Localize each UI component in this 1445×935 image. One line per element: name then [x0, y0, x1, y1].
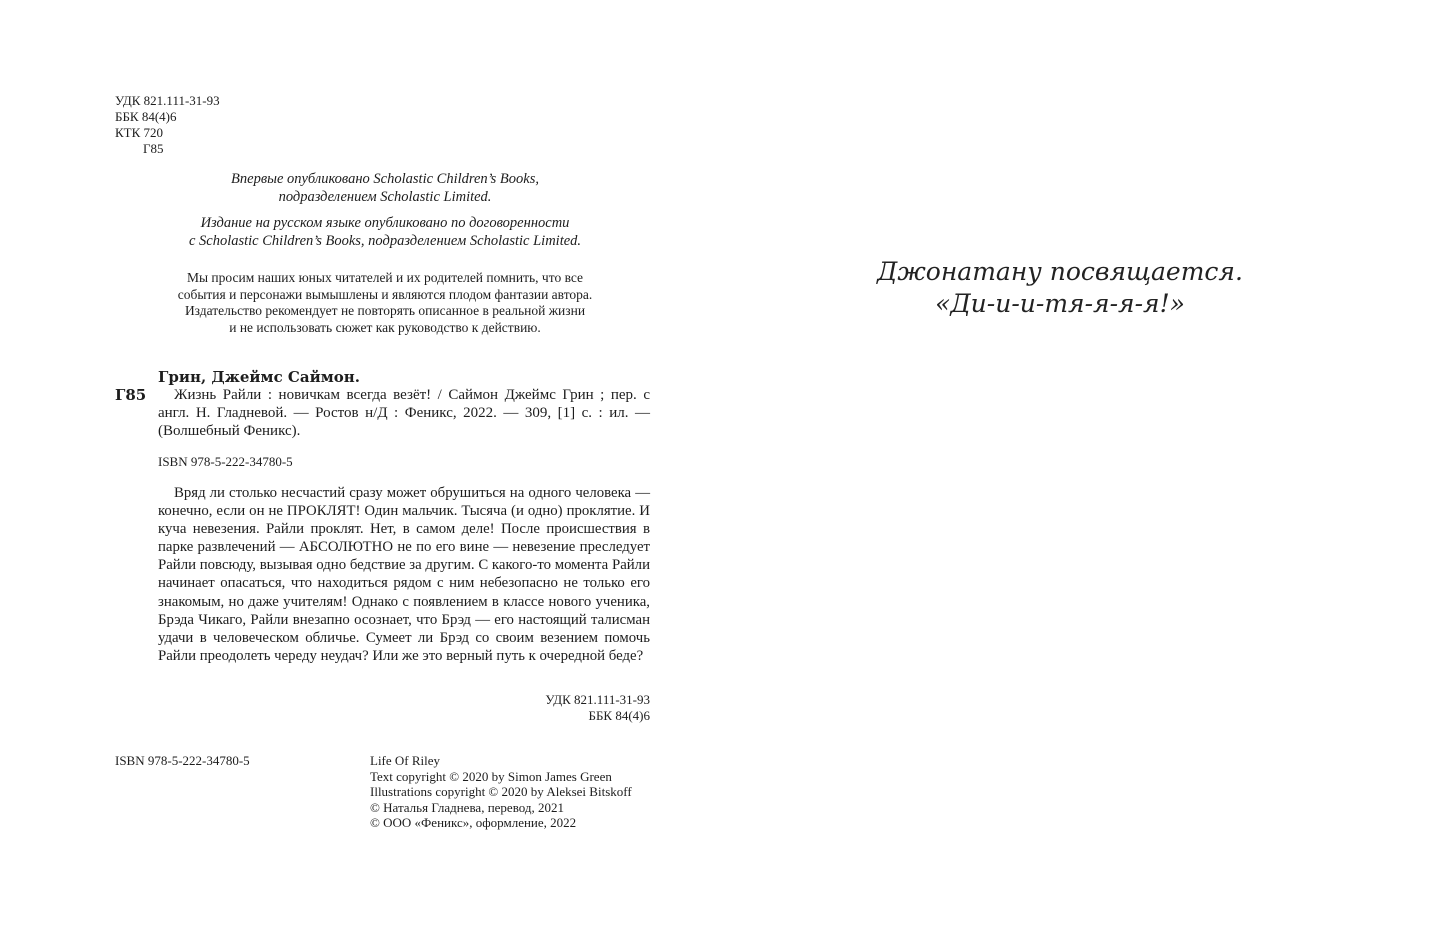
book-annotation — [158, 484, 650, 665]
translation-copyright: © Наталья Гладнева, перевод, 2021 — [370, 799, 564, 815]
russian-edition-line: Издание на русском языке опубликовано по договоренности — [200, 215, 570, 231]
reader-notice — [130, 270, 640, 336]
annotation-text: Вряд ли столько несчастий сразу может обрушиться на одного человека — конечно, если он не ПРОКЛЯТ! Один мальчик. Тысяча (и одно) проклятие. И куча невезения. Райли проклят. Нет, в самом деле! После происшествия в парке развлечений — АБСОЛЮТНО не по его вине — невезение преследует Райли повсюду, вызывая одно бедствие за другим. С какого-то момента Райли начинает опасаться, что находиться рядом с ним небезопасно не только его знакомым, но даже учителям! Однако с появлением в классе нового ученика, Брэда Чикаго, Райли внезапно осознает, что Брэд — его настоящий талисман удачи в человеческом обличье. Сумеет ли Брэд со своим везением помочь Райли преодолеть череду неудач? Или же это верный путь к очередной беде? — [158, 485, 650, 664]
ktk-code: КТК 720 — [115, 125, 164, 140]
dedication — [860, 256, 1260, 320]
catalog-author: Грин, Джеймс Саймон. — [158, 368, 360, 386]
design-copyright: © ООО «Феникс», оформление, 2022 — [370, 815, 577, 831]
original-title: Life Of Riley — [370, 753, 441, 768]
catalog-mark: Г85 — [115, 386, 147, 404]
udc-code-right: УДК 821.111-31-93 — [545, 692, 650, 707]
catalog-isbn: ISBN 978-5-222-34780-5 — [158, 454, 293, 469]
text-copyright: Text copyright © 2020 by Simon James Green — [370, 768, 612, 784]
catalog-entry: Жизнь Райли : новичкам всегда везёт! / Саймон Джеймс Грин ; пер. с англ. Н. Гладневой. — Ростов н/Д : Феникс, 2022. — 309, [1] с. : ил. — (Волшебный Феникс). — [158, 387, 650, 439]
bbk-code-right: ББК 84(4)6 — [588, 708, 650, 723]
first-publication-line: подразделением Scholastic Limited. — [278, 189, 492, 205]
notice-line: Мы просим наших юных читателей и их родителей помнить, что все — [186, 270, 584, 285]
first-publication-note — [150, 170, 620, 206]
copyright-block — [370, 753, 632, 831]
russian-edition-line: с Scholastic Children’s Books, подразделением Scholastic Limited. — [188, 233, 582, 249]
bbk-code: ББК 84(4)6 — [115, 109, 177, 124]
notice-line: Издательство рекомендует не повторять описанное в реальной жизни — [184, 303, 586, 318]
illustrations-copyright: Illustrations copyright © 2020 by Aleksei Bitskoff — [370, 784, 632, 800]
dedication-line: Джонатану посвящается. — [877, 257, 1243, 286]
notice-line: и не использовать сюжет как руководство к действию. — [229, 319, 541, 335]
notice-line: события и персонажи вымышлены и являются плодом фантазии автора. — [177, 286, 593, 302]
dedication-line: «Ди-и-и-тя-я-я-я!» — [935, 289, 1185, 318]
udc-bbk-right — [545, 692, 650, 724]
russian-edition-note — [150, 214, 620, 250]
udc-code: УДК 821.111-31-93 — [115, 93, 220, 108]
classification-codes — [115, 93, 220, 157]
isbn-bottom: ISBN 978-5-222-34780-5 — [115, 753, 250, 768]
author-mark: Г85 — [143, 141, 164, 156]
first-publication-line: Впервые опубликовано Scholastic Children’s Books, — [231, 171, 539, 187]
